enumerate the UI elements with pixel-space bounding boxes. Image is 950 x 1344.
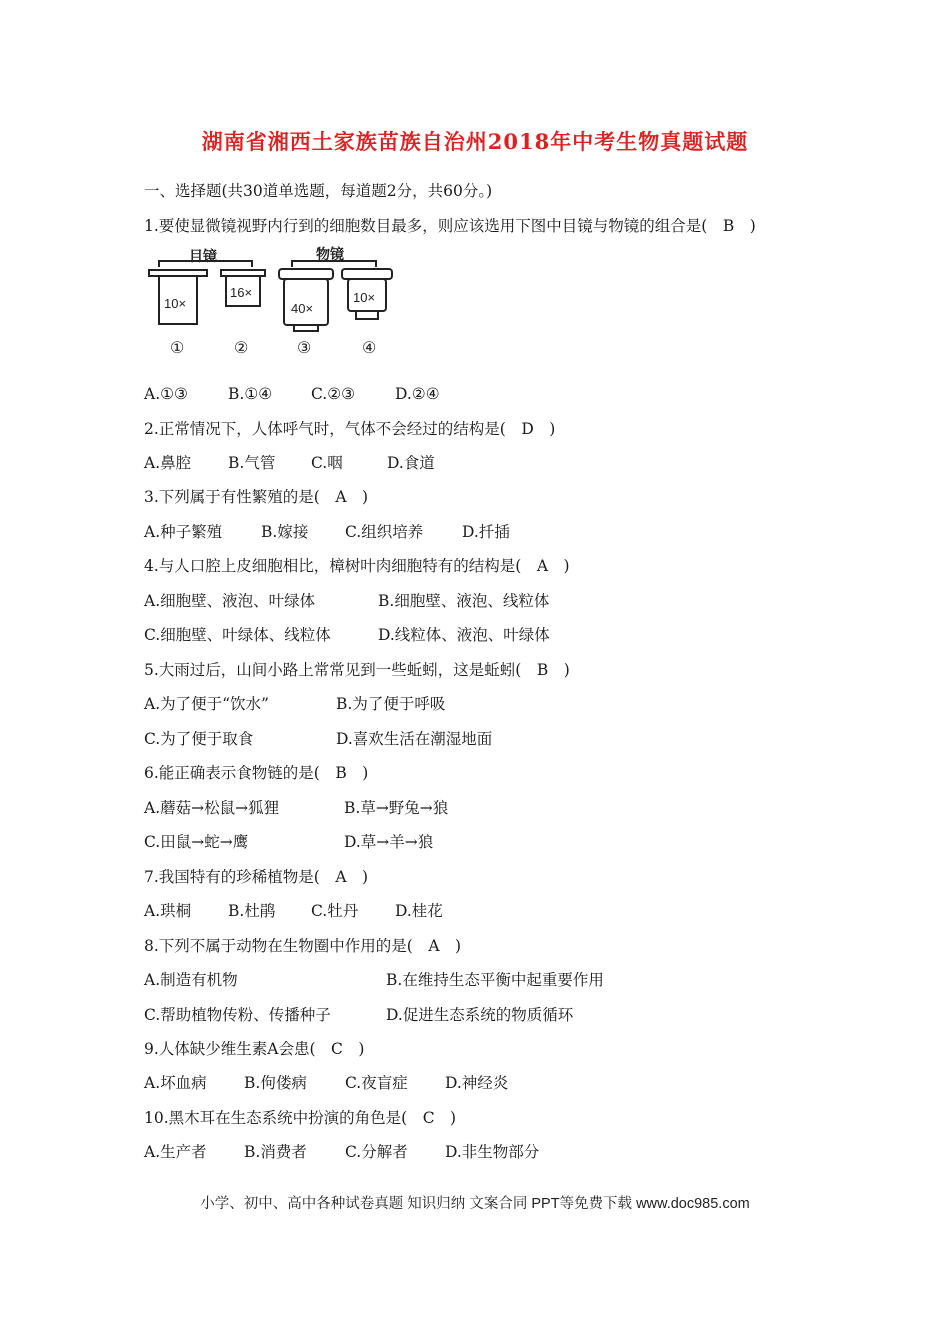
q10-option-a: A.生产者 [144,1143,207,1161]
q9-option-d: D.神经炎 [445,1074,509,1092]
q1-option-b: B.①④ [228,385,273,403]
q6-option-c: C.田鼠→蛇→鹰 [144,833,249,851]
q1-option-c: C.②③ [311,385,356,403]
q2-option-d: D.食道 [387,454,435,472]
q5-option-c: C.为了便于取食 [144,730,254,748]
q3-option-a: A.种子繁殖 [144,523,223,541]
question-3-stem: 3.下列属于有性繁殖的是( A ) [144,488,369,506]
q4-option-c: C.细胞壁、叶绿体、线粒体 [144,626,331,644]
q1-option-d: D.②④ [395,385,440,403]
question-4-stem: 4.与人口腔上皮细胞相比，樟树叶肉细胞特有的结构是( A ) [144,557,570,575]
microscope-lens-figure [144,245,400,365]
q1-option-a: A.①③ [144,385,188,403]
lens-2-number: ② [234,340,249,357]
q6-option-a: A.蘑菇→松鼠→狐狸 [144,799,280,817]
q4-option-d: D.线粒体、液泡、叶绿体 [378,626,550,644]
q4-option-b: B.细胞壁、液泡、线粒体 [378,592,550,610]
section-header: 一、选择题(共30道单选题，每道题2分，共60分。) [144,182,493,200]
q8-option-b: B.在维持生态平衡中起重要作用 [386,971,604,989]
lens-2-mag: 16× [230,285,253,300]
q10-option-c: C.分解者 [345,1143,408,1161]
question-8-stem: 8.下列不属于动物在生物圈中作用的是( A ) [144,937,462,955]
objective-label: 物镜 [316,246,344,262]
q2-option-a: A.鼻腔 [144,454,192,472]
q2-option-c: C.咽 [311,454,343,472]
question-7-stem: 7.我国特有的珍稀植物是( A ) [144,868,369,886]
question-5-stem: 5.大雨过后，山间小路上常常见到一些蚯蚓，这是蚯蚓( B ) [144,661,570,679]
q8-option-c: C.帮助植物传粉、传播种子 [144,1006,331,1024]
q8-option-d: D.促进生态系统的物质循环 [386,1006,574,1024]
q3-option-b: B.嫁接 [261,523,309,541]
q5-option-d: D.喜欢生活在潮湿地面 [336,730,493,748]
lens-1-mag: 10× [164,296,187,311]
q3-option-c: C.组织培养 [345,523,424,541]
q4-option-a: A.细胞壁、液泡、叶绿体 [144,592,316,610]
lens-diagram [144,245,400,365]
q7-option-a: A.珙桐 [144,902,192,920]
q10-option-d: D.非生物部分 [445,1143,540,1161]
q7-option-d: D.桂花 [395,902,443,920]
q7-option-c: C.牡丹 [311,902,359,920]
question-9-stem: 9.人体缺少维生素A会患( C ) [144,1040,365,1058]
q5-option-a: A.为了便于“饮水” [144,695,269,713]
lens-4-number: ④ [362,340,377,357]
question-2-stem: 2.正常情况下，人体呼气时，气体不会经过的结构是( D ) [144,420,556,438]
q7-option-b: B.杜鹃 [228,902,276,920]
q3-option-d: D.扦插 [462,523,510,541]
lens-3-mag: 40× [291,301,314,316]
lens-1-number: ① [170,340,185,357]
page-footer[interactable]: 小学、初中、高中各种试卷真题 知识归纳 文案合同 PPT等免费下载 www.doc985.com [200,1196,750,1212]
q9-option-b: B.佝偻病 [244,1074,307,1092]
lens-3-number: ③ [297,340,312,357]
q8-option-a: A.制造有机物 [144,971,238,989]
q10-option-b: B.消费者 [244,1143,307,1161]
question-1-stem: 1.要使显微镜视野内行到的细胞数目最多，则应该选用下图中目镜与物镜的组合是( B ) [144,217,756,235]
q9-option-a: A.坏血病 [144,1074,207,1092]
page-title: 湖南省湘西土家族苗族自治州2018年中考生物真题试题 [201,129,749,154]
question-6-stem: 6.能正确表示食物链的是( B ) [144,764,369,782]
q6-option-d: D.草→羊→狼 [344,833,434,851]
q2-option-b: B.气管 [228,454,276,472]
q6-option-b: B.草→野兔→狼 [344,799,449,817]
eyepiece-label: 目镜 [189,248,217,264]
lens-4-mag: 10× [353,290,376,305]
question-10-stem: 10.黑木耳在生态系统中扮演的角色是( C ) [144,1109,457,1127]
q5-option-b: B.为了便于呼吸 [336,695,446,713]
q9-option-c: C.夜盲症 [345,1074,408,1092]
